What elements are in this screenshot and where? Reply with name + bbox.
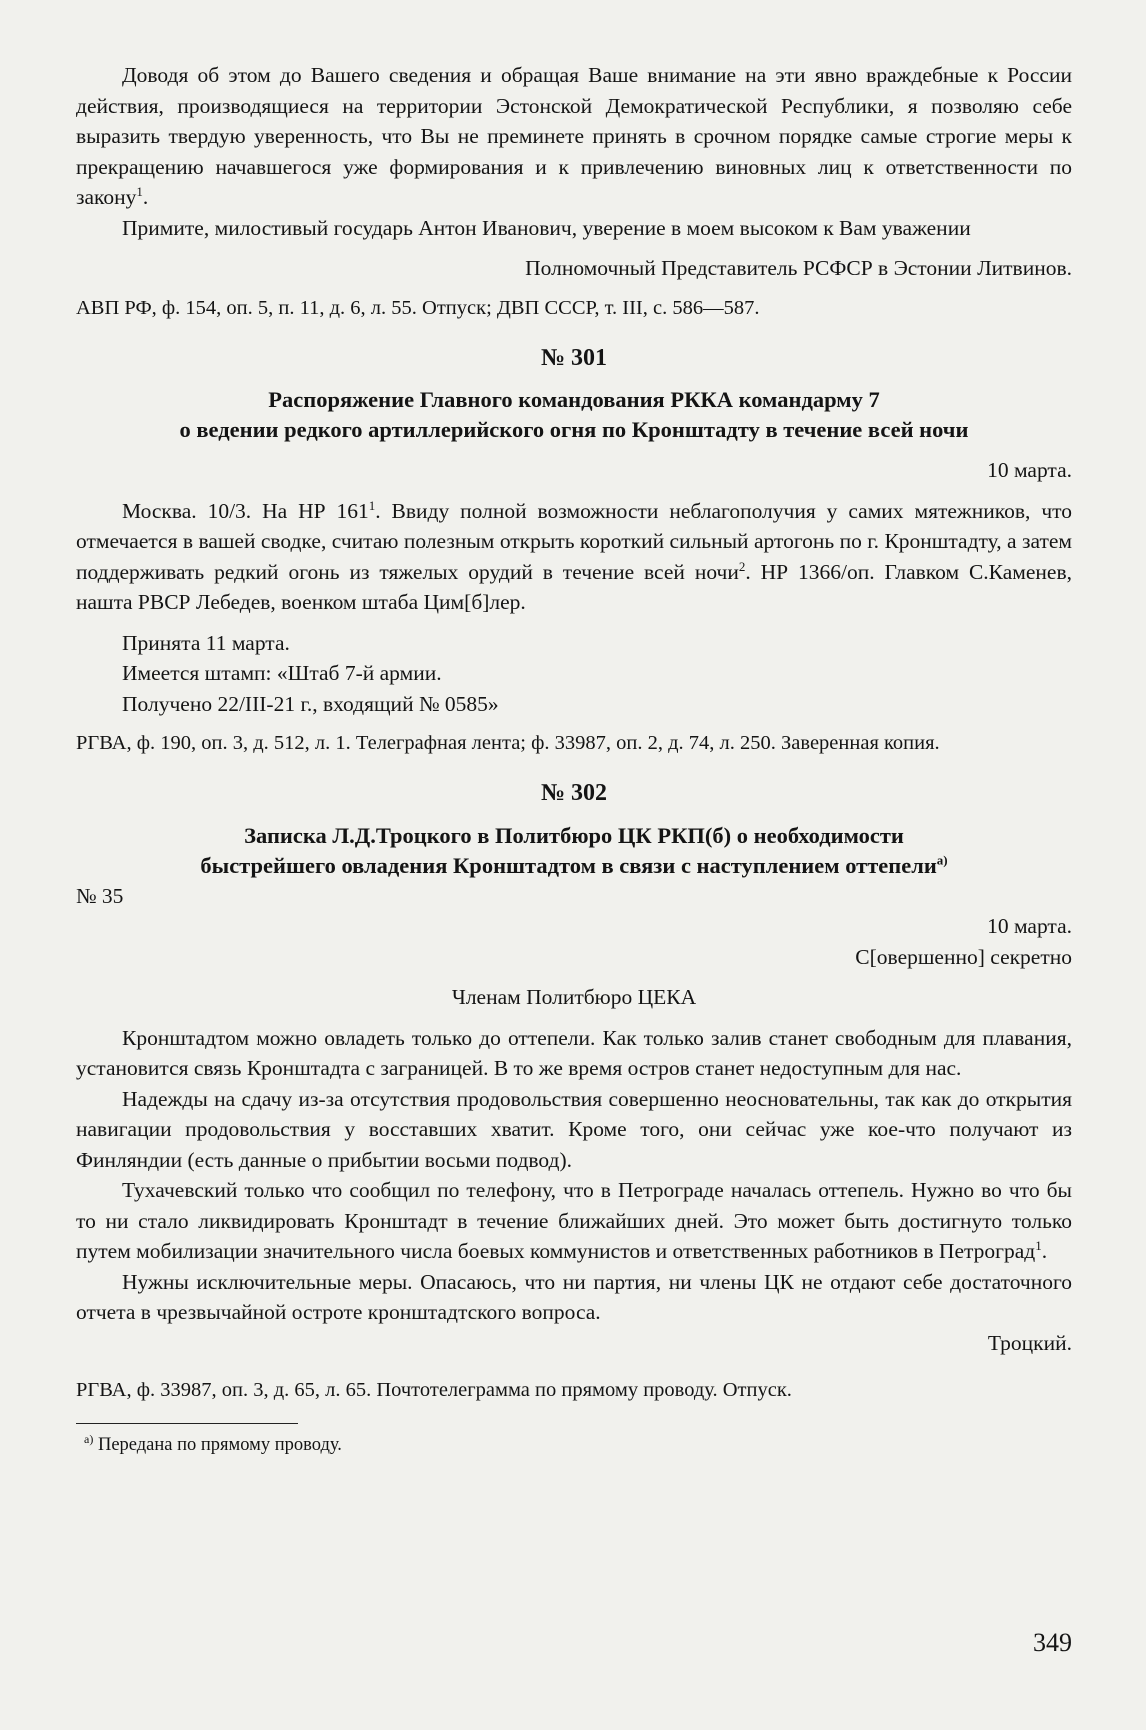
doc-301-number: № 301 bbox=[540, 344, 608, 371]
archive-source-1: АВП РФ, ф. 154, оп. 5, п. 11, д. 6, л. 55. Отпуск; ДВП СССР, т. III, с. 586—587. bbox=[76, 296, 760, 319]
doc-302-date: 10 марта. bbox=[987, 914, 1072, 938]
footnote-divider bbox=[76, 1423, 298, 1424]
doc-301-date: 10 марта. bbox=[987, 458, 1072, 482]
doc-301-title-line-1: Распоряжение Главного командования РККА командарму 7 bbox=[268, 387, 880, 412]
doc-302-paragraph-2: Надежды на сдачу из-за отсутствия продовольствия совершенно неосновательны, так как до открытия навигации продовольствия у восставших хватит. Кроме того, они сейчас уже кое-что получают из Финляндии (есть данные о прибытии восьми подвод). bbox=[76, 1086, 1072, 1172]
doc-302-classification: С[овершенно] секретно bbox=[855, 944, 1072, 969]
doc-302-paragraph-1: Кронштадтом можно овладеть только до оттепели. Как только залив станет свободным для плавания, установится связь Кронштадта с заграницей. В то же время остров станет недоступным для нас. bbox=[76, 1025, 1072, 1080]
doc-302-paragraph-3: Тухачевский только что сообщил по телефону, что в Петрограде началась оттепель. Нужно во что бы то ни стало ликвидировать Кронштадт в течение ближайших дней. Это может быть достигнуто только путем мобилизации значительного числа боевых коммунистов и ответственных работников в Петроград$^1$. bbox=[76, 1178, 1072, 1263]
page-number: 349 bbox=[1033, 1628, 1072, 1657]
doc-301-note-3: Получено 22/III-21 г., входящий № 0585» bbox=[122, 691, 499, 716]
doc-302-archive-source: РГВА, ф. 33987, оп. 3, д. 65, л. 65. Почтотелеграмма по прямому проводу. Отпуск. bbox=[76, 1379, 792, 1401]
footnote-ref: 1 bbox=[136, 183, 143, 199]
doc-301-archive-source: РГВА, ф. 190, оп. 3, д. 512, л. 1. Телеграфная лента; ф. 33987, оп. 2, д. 74, л. 250. Заверенная копия. bbox=[76, 732, 940, 754]
intro-paragraph-2: Примите, милостивый государь Антон Иванович, уверение в моем высоком к Вам уважении bbox=[122, 215, 971, 240]
doc-301-note-2: Имеется штамп: «Штаб 7-й армии. bbox=[122, 661, 442, 685]
doc-301-receipt-notes bbox=[76, 628, 1072, 720]
doc-302-addressee: Членам Политбюро ЦЕКА bbox=[451, 985, 697, 1009]
doc-301-note-1: Принята 11 марта. bbox=[122, 630, 290, 655]
doc-302-paragraph-4: Нужны исключительные меры. Опасаюсь, что ни партия, ни члены ЦК не отдают себе достаточного отчета в чрезвычайной остроте кронштадтского вопроса. bbox=[76, 1269, 1072, 1324]
footnote-a: $^{а)}$ Передана по прямому проводу. bbox=[84, 1431, 342, 1455]
doc-302-number: № 302 bbox=[540, 780, 608, 806]
doc-302-ref-number: № 35 bbox=[76, 883, 124, 908]
doc-302-signature: Троцкий. bbox=[987, 1330, 1072, 1355]
doc-302-title-line-1: Записка Л.Д.Троцкого в Политбюро ЦК РКП(б) о необходимости bbox=[244, 822, 904, 848]
intro-paragraph-1: Доводя об этом до Вашего сведения и обращая Ваше внимание на эти явно враждебные к России действия, производящиеся на территории Эстонской Демократической Республики, я позволяю себе выразить твердую уверенность, что Вы не преминете принять в срочном порядке самые строгие меры к прекращению начавшегося уже формирования и к привлечению виновных лиц к ответственности по закону$^1$. bbox=[76, 63, 1072, 209]
doc-301-title-line-2: о ведении редкого артиллерийского огня по Кронштадту в течение всей ночи bbox=[179, 417, 969, 442]
signature-litvinov: Полномочный Представитель РСФСР в Эстонии Литвинов. bbox=[525, 256, 1072, 280]
doc-301-body: Москва. 10/3. На НР $161^1$. Ввиду полной возможности неблагополучия у самих мятежников, что отмечается в вашей сводке, считаю полезным открыть короткий сильный артогонь по г. Кронштадту, а затем поддерживать редкий огонь из тяжелых орудий в течение всей ночи$^2$. НР 1366/оп. Главком С.Каменев, наштa РВСР Лебедев, военком штаба Цим[б]лер. bbox=[76, 497, 1073, 614]
document-page bbox=[76, 60, 1072, 1458]
doc-302-title-line-2: быстрейшего овладения Кронштадтом в связи с наступлением оттепели$^{а)}$ bbox=[200, 852, 948, 878]
